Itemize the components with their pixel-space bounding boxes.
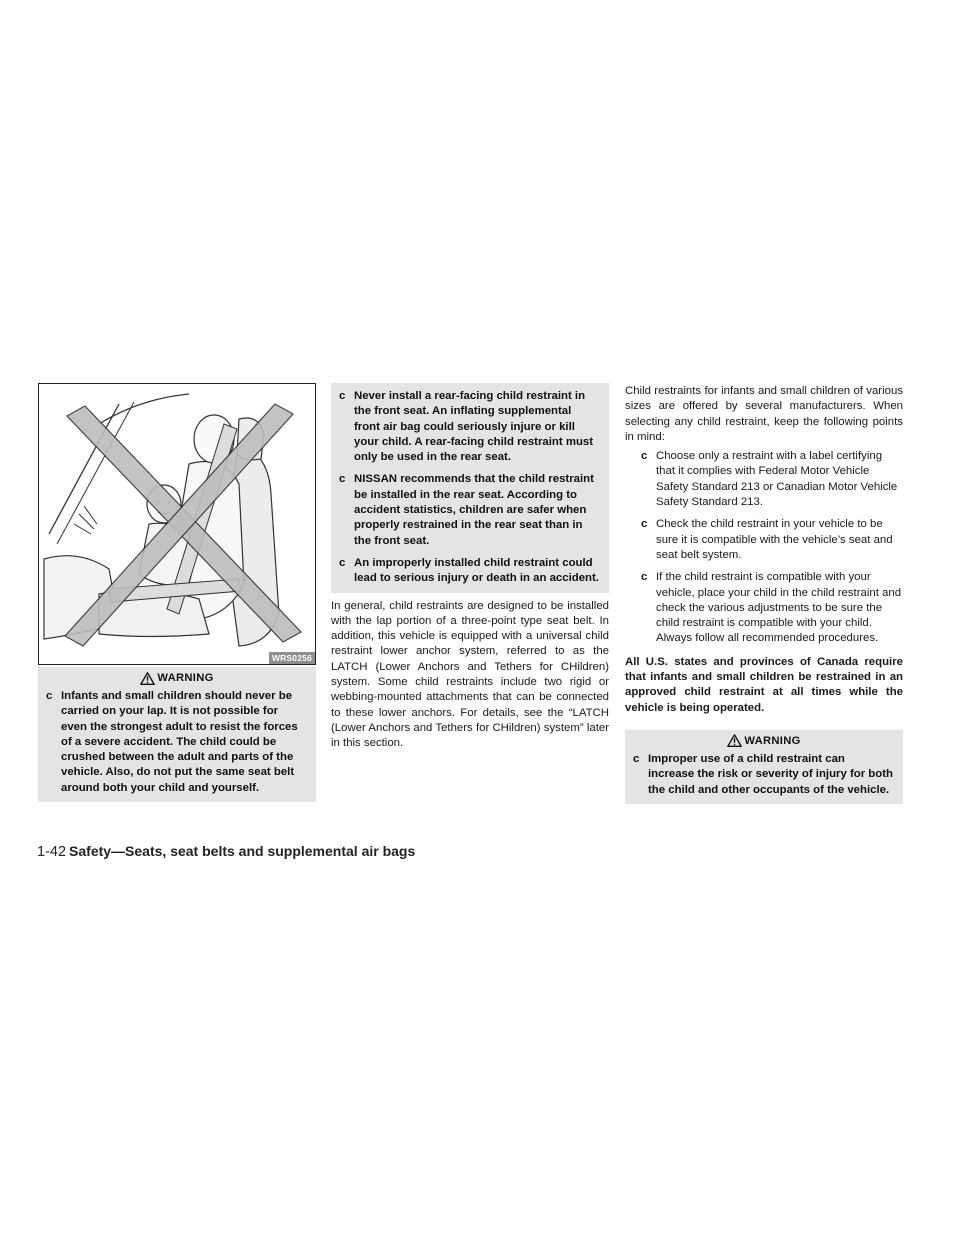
warning-item-text: NISSAN recommends that the child restraint be installed in the rear seat. According to accident statistics, children are safer when properly restrained in the rear seat than in the front seat. — [354, 473, 594, 547]
body-paragraph-bold: All U.S. states and provinces of Canada require that infants and small children be restrained in an approved child restraint at all times while the vehicle is being operated. — [625, 655, 903, 714]
warning-item-text: Never install a rear-facing child restraint in the front seat. An inflating supplemental front air bag could seriously injure or kill your child. A rear-facing child restraint must only be used in the rear seat. — [354, 390, 594, 464]
page-number: 1-42 — [37, 844, 67, 860]
figure-code: WRS0256 — [269, 652, 315, 664]
body-paragraph: In general, child restraints are designed to be installed with the lap portion of a three-point type seat belt. In addition, this vehicle is equipped with a universal child restraint lower anchor system, referred to as the LATCH (Lower Anchors and Tethers for CHildren) system. Some child restraints include two rigid or webbing-mounted attachments that can be connected to these lower anchors. For details, see the “LATCH (Lower Anchors and Tethers for CHildren) system” later in this section. — [331, 599, 609, 750]
warning-title-text: WARNING — [744, 734, 801, 747]
bullet-icon: c — [641, 571, 648, 584]
warning-title — [625, 730, 903, 752]
illustration-figure — [38, 383, 316, 665]
column-right — [625, 384, 903, 804]
bullet-icon: c — [641, 450, 648, 463]
section-title: Safety—Seats, seat belts and supplemental air bags — [69, 843, 416, 859]
warning-item-text: Improper use of a child restraint can increase the risk or severity of injury for both the child and other occupants of the vehicle. — [648, 752, 893, 796]
warning-box-3 — [625, 730, 903, 804]
bullet-icon: c — [339, 390, 346, 402]
warning-item — [46, 689, 306, 796]
warning-triangle-icon — [140, 672, 155, 685]
warning-triangle-icon — [727, 734, 742, 747]
warning-box-2 — [331, 383, 609, 593]
warning-item — [633, 752, 893, 798]
list-item-text: Check the child restraint in your vehicle to be sure it is compatible with the vehicle’s seat and seat belt system. — [656, 518, 893, 561]
bullet-icon: c — [641, 518, 648, 531]
page-footer — [37, 843, 415, 860]
list-item-text: Choose only a restraint with a label certifying that it complies with Federal Motor Vehicle Safety Standard 213 or Canadian Motor Vehicle Safety Standard 213. — [656, 450, 898, 509]
bullet-icon: c — [633, 752, 640, 765]
warning-item-text: Infants and small children should never be carried on your lap. It is not possible for even the strongest adult to resist the forces of a severe accident. The child could be crushed between the adult and parts of the vehicle. Also, do not put the same seat belt around both your child and yourself. — [61, 690, 298, 794]
child-on-lap-prohibited-illustration — [39, 384, 315, 664]
bullet-icon: c — [339, 556, 346, 569]
list-item-text: If the child restraint is compatible with your vehicle, place your child in the child restraint and check the various adjustments to be sure the child restraint is compatible with your child. Always follow all recommended procedures. — [656, 571, 902, 645]
selection-points-list — [625, 449, 903, 647]
warning-list-1 — [38, 689, 316, 796]
warning-box-1 — [38, 667, 316, 802]
list-item — [641, 570, 903, 646]
column-left — [38, 383, 316, 802]
warning-item-text: An improperly installed child restraint could lead to serious injury or death in an accident. — [354, 556, 599, 585]
warning-list-2 — [331, 389, 609, 587]
warning-list-3 — [625, 752, 903, 798]
warning-title — [38, 667, 316, 689]
bullet-icon: c — [339, 473, 346, 486]
warning-title-text: WARNING — [157, 672, 214, 684]
warning-item — [339, 389, 599, 465]
column-middle — [331, 383, 609, 752]
warning-item — [339, 472, 599, 548]
body-paragraph: Child restraints for infants and small children of various sizes are offered by several manufacturers. When selecting any child restraint, keep the following points in mind: — [625, 385, 903, 443]
list-item — [641, 517, 903, 563]
list-item — [641, 449, 903, 510]
bullet-icon: c — [46, 690, 53, 702]
warning-item — [339, 556, 599, 587]
